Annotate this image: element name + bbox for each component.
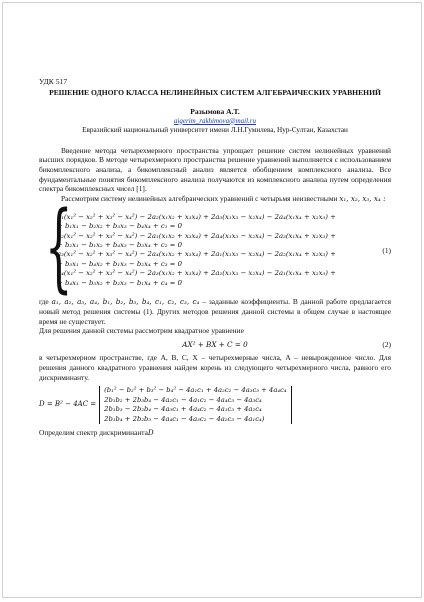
spectrum-variable: D [147,428,154,438]
system-intro-text: Рассмотрим систему нелинейных алгебраических уравнений с четырьмя неизвестными [61,193,338,203]
discriminant-equation [39,386,391,424]
author-name: Разымова А.Т. [190,107,240,116]
coefficients-paragraph [39,297,391,326]
system-line: a₂(x₁² − x₂² + x₃² − x₄²) − 2a₁(x₁x₂ + x₃x₄) + 2a₄(x₁x₃ − x₂x₄) − 2a₃(x₁x₄ + x₂x₃) + [57,231,336,240]
udc-code: УДК 517 [39,77,68,86]
system-line: + b₄x₁ − b₃x₂ + b₂x₃ − b₁x₄ + c₄ = 0 [57,278,183,287]
discriminant-row: 2b₁b₃ − 2b₂b₄ − 4a₃c₁ + 4a₄c₂ − 4a₁c₃ + 4a₂c₄ [104,405,262,414]
spectrum-text: Определим спектр дискриминанта [39,428,148,438]
system-line: a₁(x₁² − x₂² + x₃² − x₄²) − 2a₂(x₁x₂ + x₃x₄) + 2a₃(x₁x₃ − x₂x₄) − 2a₄(x₁x₄ + x₂x₃) + [57,212,336,221]
document-page [2,2,422,598]
system-line: + b₂x₁ − b₁x₂ + b₄x₃ − b₃x₄ + c₂ = 0 [57,240,183,249]
coefficients-list: a₁, a₂, a₃, a₄, b₁, b₂, b₃, b₄, c₁, c₂, c₃, c₄ [51,297,200,307]
left-brace-icon: { [45,191,73,304]
discriminant-lhs: D = B² − 4AC = [39,400,97,409]
equation-number-1: (1) [382,245,391,255]
discriminant-row: 2b₁b₄ + 2b₂b₃ − 4a₄c₁ − 4a₃c₂ − 4a₂c₃ − 4a₁c₄) [104,414,265,423]
paper-content [39,77,391,438]
equation-number-2: (2) [382,339,391,349]
author-affiliation: Евразийский национальный университет имени Л.Н.Гумилева, Нур-Султан, Казахстан [82,126,348,135]
system-line: a₃(x₁² − x₂² + x₃² − x₄²) − 2a₄(x₁x₂ + x₃x₄) + 2a₁(x₁x₃ − x₂x₄) − 2a₂(x₁x₄ + x₂x₃) + [57,250,336,259]
discriminant-row: 2b₁b₂ + 2b₃b₄ − 4a₂c₁ − 4a₁c₂ − 4a₄c₃ − 4a₃c₄ [104,395,262,404]
discriminant-vector [99,386,292,424]
discriminant-row: (b₁² − b₂² + b₃² − b₄² − 4a₁c₁ + 4a₂c₂ − 4a₃c₃ + 4a₄c₄ [104,386,287,395]
unknowns-list: x₁, x₂, x₃, x₄ : [339,193,386,203]
coefficients-text: – заданные коэффициенты. В данной работе предлагается новый метод решения системы (1). Других методов решения данной системы в общем случае в настоящее время не существует. [39,297,391,326]
system-line: + b₃x₁ − b₄x₂ + b₁x₃ − b₂x₄ + c₃ = 0 [57,259,183,268]
system-lines [57,213,336,288]
system-intro-paragraph [39,194,391,204]
author-email-link[interactable]: aigerim_rakhimova@mail.ru [173,116,257,125]
quadratic-description-paragraph: в четырехмерном пространстве, где A, B, C, X – четырехмерные числа, A – невырожденное число. Для решения данного квадратного уравнения найдем корень из следующего четырехмерного числа, равного его дискриминанту. [39,353,391,382]
quadratic-equation-formula: AX² + BX + C = 0 [182,339,248,349]
system-line: + b₁x₁ − b₂x₂ + b₃x₃ − b₄x₄ + c₁ = 0 [57,222,183,231]
system-line: a₄(x₁² − x₂² + x₃² − x₄²) − 2a₃(x₁x₂ + x₃x₄) + 2a₂(x₁x₃ − x₂x₄) − 2a₁(x₁x₄ + x₂x₃) + [57,269,336,278]
spectrum-paragraph [39,428,391,438]
quadratic-equation [39,340,391,350]
coef-prefix: где [39,297,49,307]
paper-title: РЕШЕНИЕ ОДНОГО КЛАССА НЕЛИНЕЙНЫХ СИСТЕМ АЛГЕБРАИЧЕСКИХ УРАВНЕНИЙ [49,87,381,97]
quadratic-intro-paragraph: Для решения данной системы рассмотрим квадратное уравнение [39,326,244,336]
intro-paragraph: Введение метода четырехмерного пространства упрощает решение систем нелинейных уравнений высших порядков. В методе четырехмерного пространства решение уравнений выполняется с использованием бикомплексного анализа, а бикомплексный анализ является обобщением комплексного анализа. Все фундаментальные понятия бикомплексного анализа получаются из комплексного анализа путем определения спектра бикомплексных чисел [1]. [39,145,391,194]
